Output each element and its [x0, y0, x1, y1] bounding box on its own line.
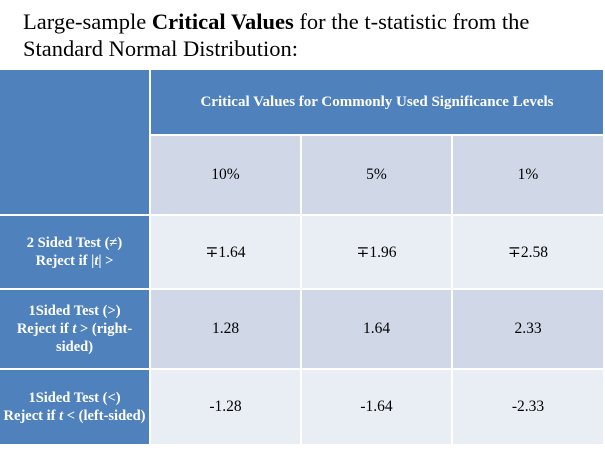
table-cell: ∓2.58	[452, 215, 603, 289]
row-label-right-sided: 1Sided Test (>) Reject if t > (right-sided)	[0, 289, 150, 369]
level-10: 10%	[150, 135, 301, 215]
table-cell: -2.33	[452, 369, 603, 444]
critical-values-table	[0, 70, 603, 444]
table-header: Critical Values for Commonly Used Significance Levels	[150, 70, 603, 135]
level-5: 5%	[301, 135, 452, 215]
title-bold: Critical Values	[151, 9, 294, 34]
table-row	[0, 215, 603, 289]
row-label-left-sided: 1Sided Test (<) Reject if t < (left-sided)	[0, 369, 150, 444]
table-cell: 1.28	[150, 289, 301, 369]
table-cell: 2.33	[452, 289, 603, 369]
table-row	[0, 289, 603, 369]
table-corner	[0, 70, 150, 215]
row-label-two-sided: 2 Sided Test (≠) Reject if |t| >	[0, 215, 150, 289]
table-cell: 1.64	[301, 289, 452, 369]
table-cell: -1.64	[301, 369, 452, 444]
table-cell: ∓1.64	[150, 215, 301, 289]
table-row	[0, 369, 603, 444]
table-cell: -1.28	[150, 369, 301, 444]
page-title: Large-sample Critical Values for the t-statistic from the Standard Normal Distribution:	[23, 9, 530, 61]
table-cell: ∓1.96	[301, 215, 452, 289]
level-1: 1%	[452, 135, 603, 215]
